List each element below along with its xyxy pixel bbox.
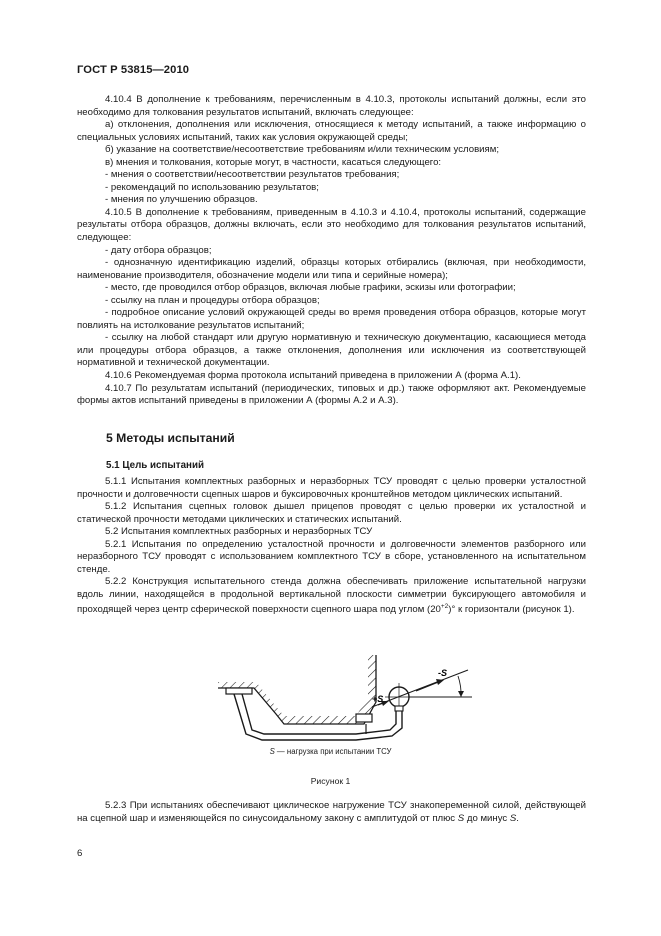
list-item: - ссылку на любой стандарт или другую нормативную и техническую документацию, касающиеся метода или процедуры отбора образцов, а также отклонения, дополнения или исключения из соответствующей нормативной и технической документации. bbox=[77, 332, 586, 369]
plus-s-label: +S bbox=[372, 694, 384, 704]
body-text-bottom bbox=[77, 800, 586, 825]
list-item: - мнения по улучшению образцов. bbox=[105, 194, 258, 206]
right-mount bbox=[356, 714, 372, 722]
paragraph-4-10-4-b: б) указание на соответствие/несоответствие требованиям и/или техническим условиям; bbox=[105, 144, 499, 156]
symbol-s: S bbox=[457, 812, 465, 824]
figure-legend bbox=[0, 747, 661, 756]
paragraph-4-10-6: 4.10.6 Рекомендуемая форма протокола испытаний приведена в приложении А (форма А.1). bbox=[105, 370, 521, 382]
angle-tolerance: +2 bbox=[440, 603, 449, 611]
paragraph-4-10-5: 4.10.5 В дополнение к требованиям, приведенным в 4.10.3 и 4.10.4, протоколы испытаний, содержащие результаты отбора образцов, должны включать, если это необходимо для толкования результатов испытаний, следующее: bbox=[77, 206, 586, 244]
figure-1-diagram bbox=[206, 652, 496, 752]
body-text-top bbox=[77, 94, 586, 408]
list-item: - подробное описание условий окружающей среды во время проведения отбора образцов, которые могут повлиять на истолкование результатов испытаний; bbox=[77, 307, 586, 331]
legend-text: — нагрузка при испытании ТСУ bbox=[274, 747, 392, 756]
paragraph-4-10-4: 4.10.4 В дополнение к требованиям, перечисленным в 4.10.3, протоколы испытаний должны, если это необходимо для толкования результатов испытаний, включать следующее: bbox=[77, 94, 586, 118]
list-item: - место, где проводился отбор образцов, включая любые графики, эскизы или фотографии; bbox=[105, 282, 516, 294]
minus-s-label: -S bbox=[438, 668, 447, 678]
paragraph-5-2-2-text: 5.2.2 Конструкция испытательного стенда должна обеспечивать приложение испытательной нагрузки вдоль линии, находящейся в продольной вертикальной плоскости симметрии буксирующего автомобиля и проходящей через центр сферической поверхности сцепного шара под углом (20 bbox=[77, 576, 586, 616]
legend-symbol: S bbox=[269, 747, 275, 756]
subsection-title: 5.1 Цель испытаний bbox=[106, 460, 204, 471]
paragraph-4-10-7: 4.10.7 По результатам испытаний (периодических, типовых и др.) также оформляют акт. Рекомендуемые формы актов испытаний приведены в приложении А (формы А.2 и А.3). bbox=[77, 382, 586, 407]
paragraph-5-2-1: 5.2.1 Испытания по определению усталостной прочности и долговечности элементов разборного или неразборного ТСУ проводят с использованием комплектного ТСУ в сборе, установленного на испытательном стенде. bbox=[77, 538, 586, 575]
paragraph-5-1-1: 5.1.1 Испытания комплектных разборных и неразборных ТСУ проводят с целью проверки усталостной прочности и долговечности сцепных шаров и буксировочных кронштейнов методом циклических испытаний. bbox=[77, 476, 586, 500]
section-title: 5 Методы испытаний bbox=[106, 431, 235, 445]
tow-ball-neck bbox=[395, 706, 403, 711]
paragraph-4-10-4-a: а) отклонения, дополнения или исключения, относящиеся к методу испытаний, а также информацию о специальных условиях испытаний, таких как условия окружающей среды; bbox=[77, 119, 586, 143]
paragraph-5-2-3-end: . bbox=[516, 812, 519, 824]
paragraph-5-1-2: 5.1.2 Испытания сцепных головок дышел прицепов проводят с целью проверки их усталостной и статической прочности методами циклических и статических испытаний. bbox=[77, 501, 586, 525]
list-item: - рекомендаций по использованию результатов; bbox=[105, 181, 319, 193]
paragraph-5-2-3-mid: до минус bbox=[464, 812, 510, 824]
body-text-mid bbox=[77, 476, 586, 617]
paragraph-5-2-3-text: 5.2.3 При испытаниях обеспечивают циклическое нагружение ТСУ знакопеременной силой, действующей на сцепной шар и изменяющейся по синусоидальному закону с амплитудой от плюс bbox=[77, 800, 586, 824]
symbol-s: S bbox=[509, 812, 517, 824]
paragraph-5-2-2 bbox=[77, 576, 586, 617]
paragraph-5-2-2-tail: )° к горизонтали (рисунок 1). bbox=[448, 604, 575, 616]
document-header: ГОСТ Р 53815—2010 bbox=[77, 64, 190, 76]
paragraph-4-10-4-c: в) мнения и толкования, которые могут, в частности, касаться следующего: bbox=[105, 156, 442, 168]
list-item: - дату отбора образцов; bbox=[105, 244, 212, 256]
left-mount bbox=[226, 688, 252, 694]
list-item: - мнения о соответствии/несоответствии результатов требования; bbox=[105, 169, 400, 181]
page-number: 6 bbox=[77, 848, 83, 859]
paragraph-5-2: 5.2 Испытания комплектных разборных и неразборных ТСУ bbox=[105, 526, 373, 538]
minus-s-arrowhead bbox=[436, 679, 444, 685]
list-item: - однозначную идентификацию изделий, образцы которых отбирались (включая, при необходимости, наименование производителя, обозначение модели или типа и серийные номера); bbox=[77, 257, 586, 281]
list-item: - ссылку на план и процедуры отбора образцов; bbox=[105, 294, 320, 306]
paragraph-5-2-3 bbox=[77, 800, 586, 825]
angle-arc-arrowhead bbox=[458, 691, 464, 697]
figure-caption: Рисунок 1 bbox=[310, 776, 351, 786]
